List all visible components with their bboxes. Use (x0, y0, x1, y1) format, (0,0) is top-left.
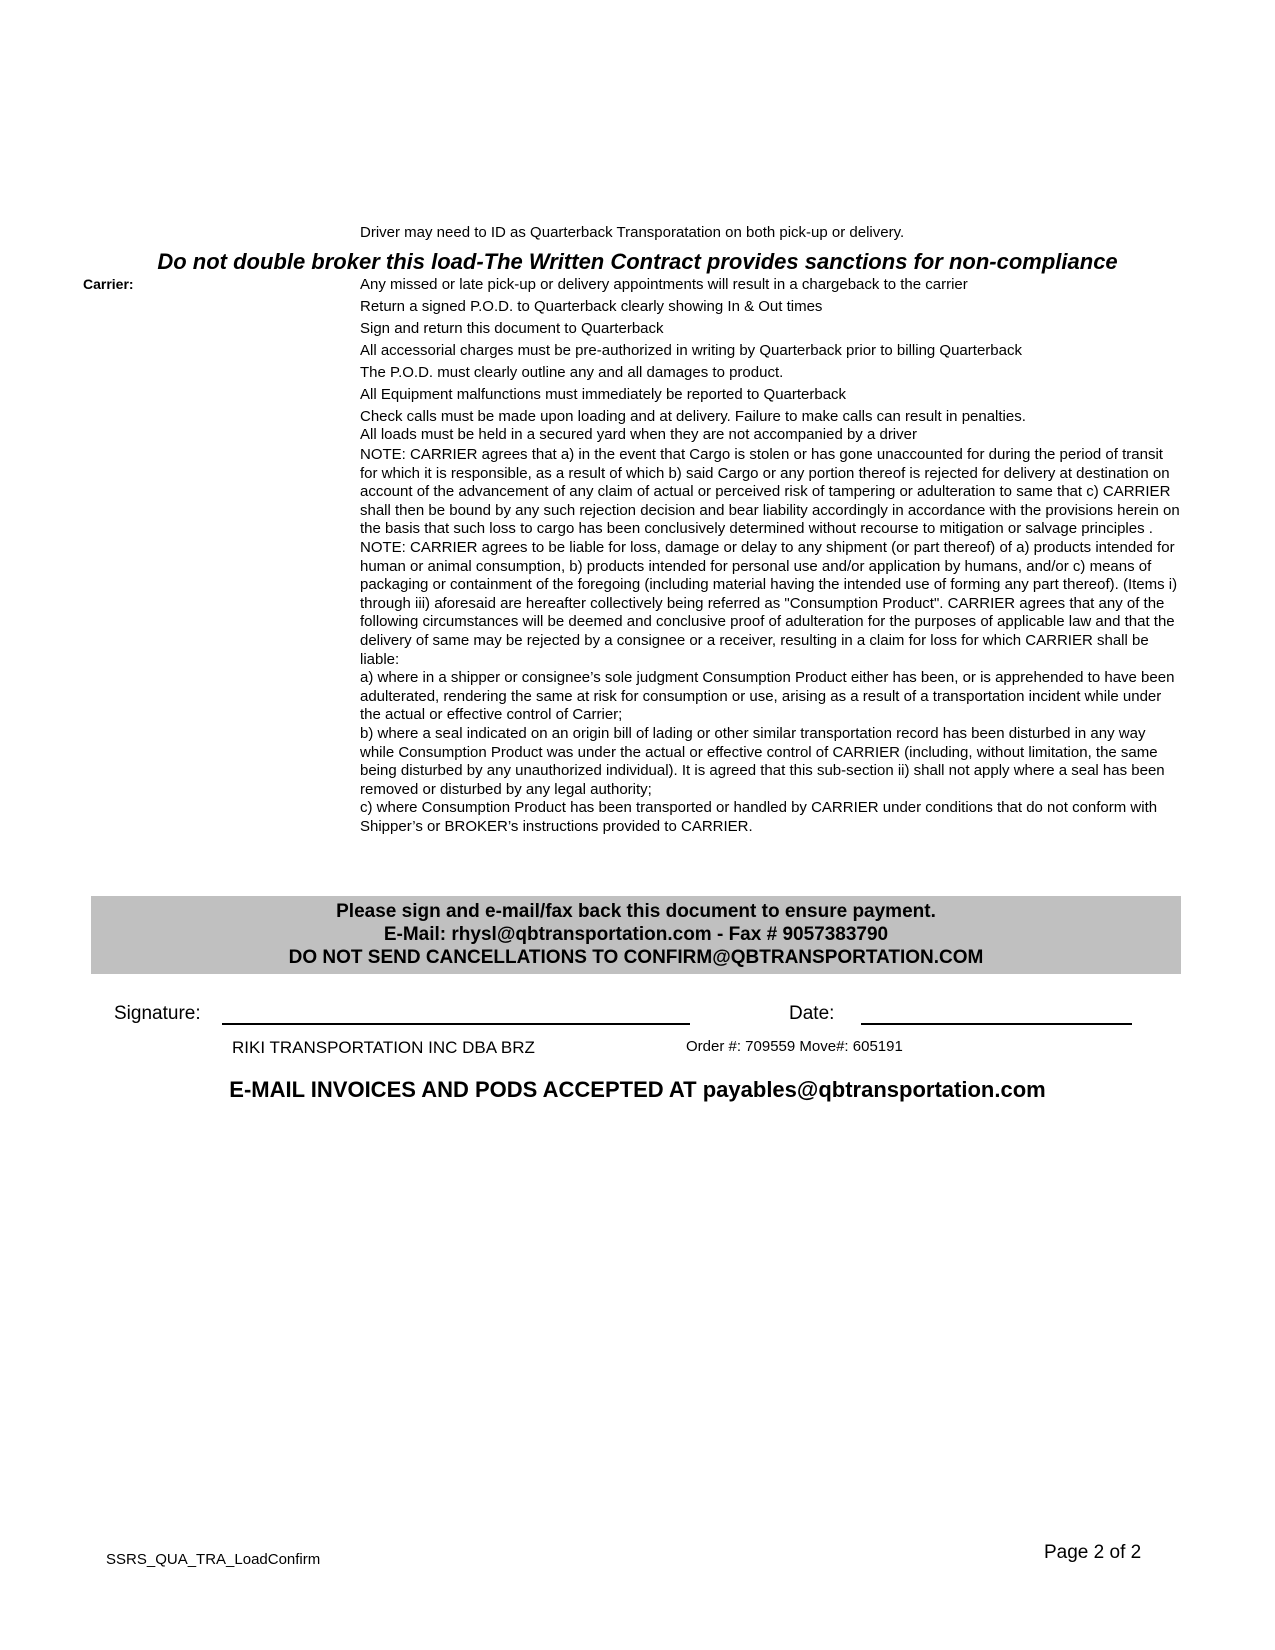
date-line[interactable] (861, 1023, 1132, 1025)
date-label: Date: (789, 1003, 835, 1024)
driver-id-note: Driver may need to ID as Quarterback Transporatation on both pick-up or delivery. (360, 224, 905, 241)
rule-item: All Equipment malfunctions must immediately be reported to Quarterback (360, 386, 847, 403)
rule-item: Sign and return this document to Quarterback (360, 320, 664, 337)
signature-line[interactable] (222, 1023, 690, 1025)
payment-instructions-banner (91, 896, 1181, 974)
clause-b: b) where a seal indicated on an origin bill of lading or other similar transportation record has been disturbed in any way while Consumption Product was under the actual or effective control of CARRIER (including, without limitation, the same being disturbed by any unauthorized individual). It is agreed that this sub-section ii) shall not apply where a seal has been removed or disturbed by any legal authority; (360, 724, 1165, 798)
rule-item: The P.O.D. must clearly outline any and all damages to product. (360, 364, 784, 381)
carrier-notes (360, 446, 1180, 836)
double-broker-warning: Do not double broker this load-The Written Contract provides sanctions for non-compliance (157, 249, 1118, 274)
signature-label: Signature: (114, 1003, 201, 1024)
clause-c: c) where Consumption Product has been transported or handled by CARRIER under conditions that do not conform with Shipper’s or BROKER’s instructions provided to CARRIER. (360, 799, 1158, 835)
carrier-name: RIKI TRANSPORTATION INC DBA BRZ (232, 1038, 535, 1057)
banner-contact-line: E-Mail: rhysl@qbtransportation.com - Fax # 9057383790 (383, 924, 889, 945)
invoice-email-note: E-MAIL INVOICES AND PODS ACCEPTED AT payables@qbtransportation.com (229, 1077, 1046, 1102)
consumption-product-note: NOTE: CARRIER agrees to be liable for loss, damage or delay to any shipment (or part thereof) of a) products intended for human or animal consumption, b) products intended for personal use and/or application by humans, and/or c) means of packaging or containment of the foregoing (including material having the intended use of forming any part thereof). (Items i) through iii) aforesaid are hereafter collectively being referred as "Consumption Product". CARRIER agrees that any of the following circumstances will be deemed and conclusive proof of adulteration for the purposes of applicable law and that the delivery of same may be rejected by a consignee or a receiver, resulting in a claim for loss for which CARRIER shall be liable: (360, 538, 1178, 668)
banner-sign-line: Please sign and e-mail/fax back this document to ensure payment. (336, 901, 936, 922)
order-move-numbers: Order #: 709559 Move#: 605191 (686, 1038, 903, 1055)
rule-item: Any missed or late pick-up or delivery appointments will result in a chargeback to the carrier (360, 276, 968, 293)
carrier-rules-list (360, 276, 1026, 444)
carrier-label: Carrier: (83, 276, 134, 292)
clause-a: a) where in a shipper or consignee’s sole judgment Consumption Product either has been, or is apprehended to have been adulterated, rendering the same at risk for consumption or use, arising as a result of a transportation incident while under the actual or effective control of Carrier; (360, 669, 1175, 724)
report-name: SSRS_QUA_TRA_LoadConfirm (106, 1551, 321, 1568)
rule-item: All accessorial charges must be pre-authorized in writing by Quarterback prior to billing Quarterback (360, 342, 1022, 359)
rule-item: Check calls must be made upon loading and at delivery. Failure to make calls can result in penalties. (360, 408, 1026, 425)
rule-item: Return a signed P.O.D. to Quarterback clearly showing In & Out times (360, 298, 823, 315)
rule-item: All loads must be held in a secured yard when they are not accompanied by a driver (360, 426, 917, 443)
cargo-theft-note: NOTE: CARRIER agrees that a) in the event that Cargo is stolen or has gone unaccounted for during the period of transit for which it is responsible, as a result of which b) said Cargo or any portion thereof is rejected for delivery at destination on account of the advancement of any claim of actual or perceived risk of tampering or adulteration to same that c) CARRIER shall then be bound by any such rejection decision and bear liability accordingly in accordance with the provisions herein on the basis that such loss to cargo has been conclusively determined without recourse to mitigation or salvage principles . (360, 446, 1180, 538)
page-number: Page 2 of 2 (1044, 1542, 1142, 1563)
banner-cancellation-line: DO NOT SEND CANCELLATIONS TO CONFIRM@QBTRANSPORTATION.COM (288, 947, 984, 968)
